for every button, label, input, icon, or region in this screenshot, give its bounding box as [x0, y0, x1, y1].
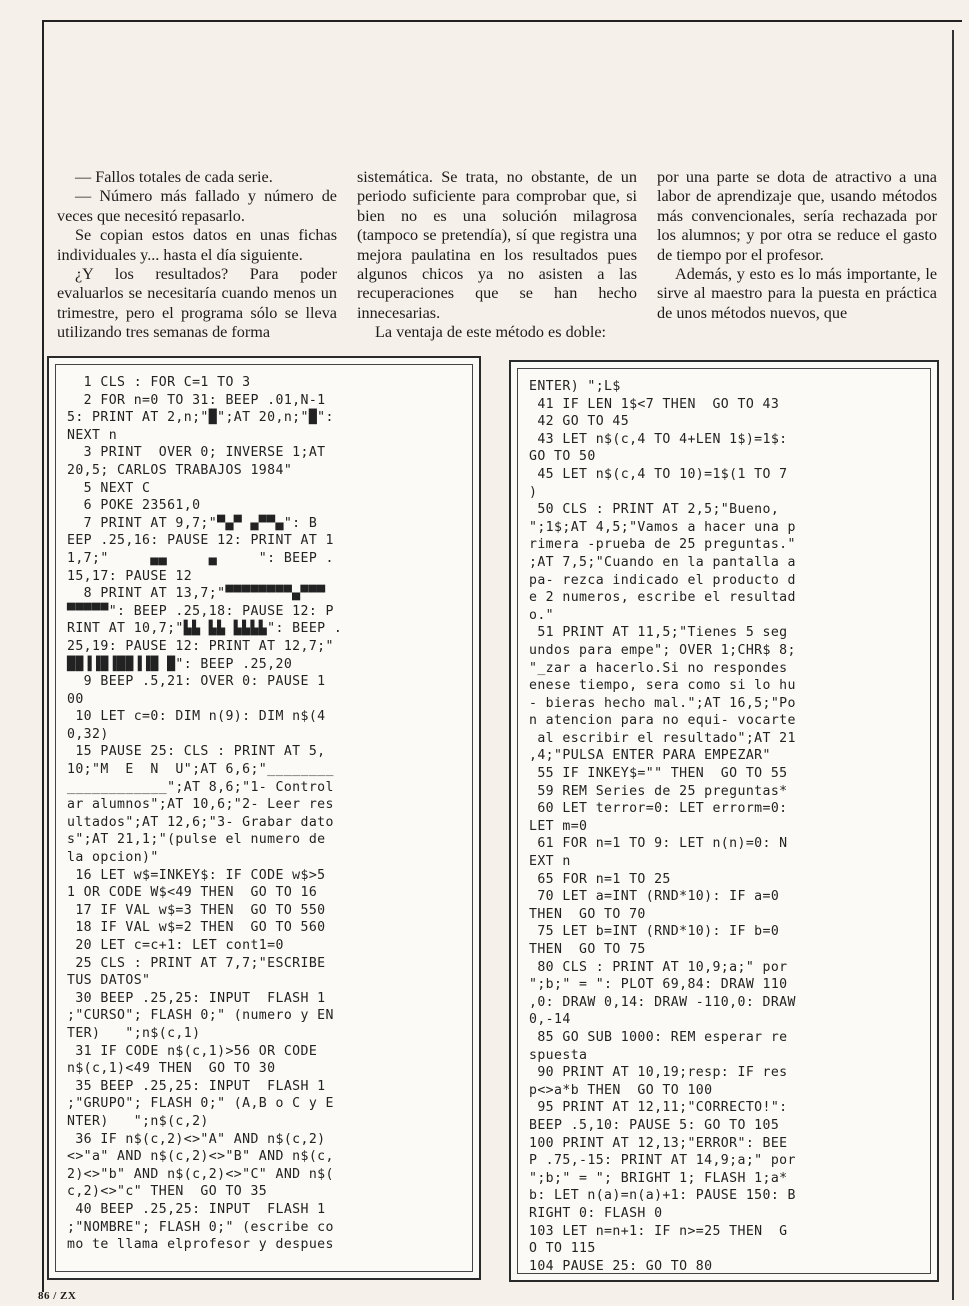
code-line: TER) ";n$(c,1) [67, 1025, 201, 1041]
code-line: ,4;"PULSA ENTER PARA EMPEZAR" [529, 748, 771, 764]
code-line: 35 BEEP .25,25: INPUT FLASH 1 [67, 1078, 326, 1094]
code-line: 2)<>"b" AND n$(c,2)<>"C" AND n$( [67, 1166, 334, 1182]
code-line: 0,-14 [529, 1012, 571, 1028]
code-line: 25,19: PAUSE 12: PRINT AT 12,7;" [67, 638, 334, 654]
program-listing-left [47, 356, 481, 1280]
article-column-3 [657, 168, 937, 323]
code-line: 8 PRINT AT 13,7;"▀▀▀▀▀▀▀▀▄▀▀▀ [67, 586, 326, 602]
code-line: 18 IF VAL w$=2 THEN GO TO 560 [67, 920, 326, 936]
code-line: ";b;" = "; BRIGHT 1; FLASH 1;a* [529, 1170, 788, 1186]
code-line: n atencion para no equi- vocarte [529, 713, 796, 729]
code-line: 75 LET b=INT (RND*10): IF b=0 [529, 924, 780, 940]
article-paragraph: sistemática. Se trata, no obstante, de un periodo suficiente para comprobar que, si bien no es una solución milagrosa (tampoco se pretendía), sí que registra una mejora paulatina en los resultados pues algunos chicos ya no asisten a las recuperaciones que se han hecho innecesarias. [357, 168, 637, 322]
code-line: 17 IF VAL w$=3 THEN GO TO 550 [67, 902, 326, 918]
code-line: 1 CLS : FOR C=1 TO 3 [67, 375, 251, 390]
code-line: 100 PRINT AT 12,13;"ERROR": BEE [529, 1135, 788, 1151]
code-line: e 2 numeros, escribe el resultad [529, 590, 796, 606]
code-line: 90 PRINT AT 10,19;resp: IF res [529, 1065, 788, 1081]
article-paragraph: por una parte se dota de atractivo a una labor de aprendizaje que, usando métodos más convencionales, sería rechazada por los alumnos; y por otra se reduce el gasto de tiempo por el profesor. [657, 168, 937, 264]
code-line: 6 POKE 23561,0 [67, 498, 201, 514]
code-line: 95 PRINT AT 12,11;"CORRECTO!": [529, 1100, 788, 1116]
code-line: ;AT 7,5;"Cuando en la pantalla a [529, 554, 796, 570]
code-line: 45 LET n$(c,4 TO 10)=1$(1 TO 7 [529, 466, 788, 482]
code-line: 40 BEEP .25,25: INPUT FLASH 1 [67, 1201, 326, 1217]
code-line: 1,7;" ▄▄ ▄ ": BEEP . [67, 550, 334, 566]
code-line: 31 IF CODE n$(c,1)>56 OR CODE [67, 1043, 318, 1059]
code-line: 2 FOR n=0 TO 31: BEEP .01,N-1 [67, 392, 326, 408]
code-line: NEXT n [67, 427, 118, 443]
code-line: <>"a" AND n$(c,2)<>"B" AND n$(c, [67, 1149, 334, 1165]
code-line: EEP .25,16: PAUSE 12: PRINT AT 1 [67, 533, 334, 549]
code-line: 59 REM Series de 25 preguntas* [529, 783, 788, 799]
article-paragraph: La ventaja de este método es doble: [375, 323, 607, 342]
code-line: O TO 115 [529, 1241, 596, 1257]
code-line: 10 LET c=0: DIM n(9): DIM n$(4 [67, 709, 326, 725]
code-line: ar alumnos";AT 10,6;"2- Leer res [67, 797, 334, 813]
code-line: TUS DATOS" [67, 973, 151, 989]
article-paragraph: Se copian estos datos en unas fichas individuales y... hasta el día siguiente. [57, 226, 337, 264]
code-line: 51 PRINT AT 11,5;"Tienes 5 seg [529, 625, 788, 641]
code-line: enese tiempo, sera como si lo hu [529, 678, 796, 694]
program-listing-right [509, 360, 939, 1282]
code-line: ▀▀▀▀▀": BEEP .25,18: PAUSE 12: P [67, 603, 334, 619]
code-line: pa- rezca indicado el producto d [529, 572, 796, 588]
code-line: b: LET n(a)=n(a)+1: PAUSE 150: B [529, 1188, 796, 1204]
code-line: 30 BEEP .25,25: INPUT FLASH 1 [67, 990, 326, 1006]
code-line: 80 CLS : PRINT AT 10,9;a;" por [529, 959, 788, 975]
code-line: NTER) ";n$(c,2) [67, 1113, 209, 1129]
code-line: RIGHT 0: FLASH 0 [529, 1205, 663, 1221]
article-column-2 [357, 168, 637, 343]
code-line: 36 IF n$(c,2)<>"A" AND n$(c,2) [67, 1131, 326, 1147]
code-line: 5: PRINT AT 2,n;"█";AT 20,n;"█": [67, 410, 334, 426]
code-line: ;"NOMBRE"; FLASH 0;" (escribe co [67, 1219, 334, 1235]
code-line: 70 LET a=INT (RND*10): IF a=0 [529, 889, 780, 905]
code-line: ENTER) ";L$ [529, 379, 621, 394]
page-edge-rule [952, 30, 954, 1300]
code-line: o." [529, 607, 555, 623]
page-number: 86 / ZX [38, 1290, 77, 1302]
article-column-1 [57, 168, 337, 343]
code-line: undos para empe"; OVER 1;CHR$ 8; [529, 642, 796, 658]
code-line: 50 CLS : PRINT AT 2,5;"Bueno, [529, 502, 780, 518]
article-paragraph: Además, y esto es lo más importante, le sirve al maestro para la puesta en práctica de unos métodos nuevos, que [657, 265, 937, 322]
code-line: 5 NEXT C [67, 480, 151, 496]
code-line: 20 LET c=c+1: LET cont1=0 [67, 938, 284, 953]
code-line: n$(c,1)<49 THEN GO TO 30 [67, 1061, 276, 1077]
code-line: ,0: DRAW 0,14: DRAW -110,0: DRAW [529, 994, 796, 1010]
code-line: ;"GRUPO"; FLASH 0;" (A,B o C y E [67, 1096, 334, 1112]
article-paragraph: ¿Y los resultados? Para poder evaluarlos se necesitaría cuando menos un trimestre, pero el programa sólo se lleva utilizando tres semanas de forma [57, 265, 337, 342]
code-line: ;"CURSO"; FLASH 0;" (numero y EN [67, 1008, 334, 1024]
code-line: 104 PAUSE 25: GO TO 80 [529, 1258, 713, 1274]
code-line: 65 FOR n=1 TO 25 [529, 871, 671, 887]
code-line: al escribir el resultado";AT 21 [529, 730, 796, 746]
article-paragraph: — Número más fallado y número de veces que necesitó repasarlo. [57, 187, 337, 225]
code-line: GO TO 50 [529, 449, 596, 465]
code-line: ██▐▐█▐██▐▐█ █": BEEP .25,20 [67, 656, 293, 672]
code-line: 15 PAUSE 25: CLS : PRINT AT 5, [67, 744, 326, 760]
code-line: THEN GO TO 75 [529, 942, 646, 957]
code-line: 25 CLS : PRINT AT 7,7;"ESCRIBE [67, 955, 326, 971]
code-line: ";b;" = ": PLOT 69,84: DRAW 110 [529, 977, 788, 993]
code-line: THEN GO TO 70 [529, 906, 646, 922]
code-line: LET m=0 [529, 818, 588, 834]
code-line: ";1$;AT 4,5;"Vamos a hacer una p [529, 519, 796, 535]
code-line: P .75,-15: PRINT AT 14,9;a;" por [529, 1153, 796, 1169]
article-paragraph: — Fallos totales de cada serie. [75, 168, 273, 186]
code-line: 7 PRINT AT 9,7;"▀▄▀ ▄▀▀▄": B [67, 515, 318, 531]
code-line: 42 GO TO 45 [529, 414, 630, 430]
code-line: spuesta [529, 1047, 588, 1063]
code-line: EXT n [529, 854, 571, 870]
code-line: - bieras hecho mal.";AT 16,5;"Po [529, 695, 796, 711]
code-line: s";AT 21,1;"(pulse el numero de [67, 832, 326, 848]
code-line: ultados";AT 12,6;"3- Grabar dato [67, 814, 334, 830]
code-line: 1 OR CODE W$<49 THEN GO TO 16 [67, 885, 318, 901]
code-line: ) [529, 484, 538, 500]
code-line: 61 FOR n=1 TO 9: LET n(n)=0: N [529, 836, 788, 852]
code-line: 0,32) [67, 726, 109, 742]
code-line: c,2)<>"c" THEN GO TO 35 [67, 1184, 268, 1200]
code-line: BEEP .5,10: PAUSE 5: GO TO 105 [529, 1117, 780, 1133]
code-line: 41 IF LEN 1$<7 THEN GO TO 43 [529, 396, 780, 412]
code-line: 15,17: PAUSE 12 [67, 568, 193, 584]
code-line: 103 LET n=n+1: IF n>=25 THEN G [529, 1223, 788, 1239]
code-line: ____________";AT 8,6;"1- Control [67, 779, 334, 795]
code-line: RINT AT 10,7;"▙▙ ▙▙ ▙▙▙▙": BEEP . [67, 621, 343, 637]
code-line: 00 [67, 691, 84, 707]
code-line: rimera -prueba de 25 preguntas." [529, 537, 796, 553]
code-line: 16 LET w$=INKEY$: IF CODE w$>5 [67, 867, 326, 883]
code-line: mo te llama elprofesor y despues [67, 1237, 334, 1253]
code-line: p<>a*b THEN GO TO 100 [529, 1082, 713, 1098]
code-line: 3 PRINT OVER 0; INVERSE 1;AT [67, 445, 326, 461]
code-line: 55 IF INKEY$="" THEN GO TO 55 [529, 766, 788, 782]
code-line: la opcion)" [67, 850, 159, 866]
code-line: 85 GO SUB 1000: REM esperar re [529, 1029, 788, 1045]
code-line: 20,5; CARLOS TRABAJOS 1984" [67, 462, 293, 478]
code-line: "_zar a hacerlo.Si no respondes [529, 660, 788, 676]
code-line: 43 LET n$(c,4 TO 4+LEN 1$)=1$: [529, 431, 788, 447]
code-line: 10;"M E N U";AT 6,6;"________ [67, 762, 334, 778]
code-line: 9 BEEP .5,21: OVER 0: PAUSE 1 [67, 674, 326, 690]
code-line: 60 LET terror=0: LET errorm=0: [529, 801, 788, 817]
